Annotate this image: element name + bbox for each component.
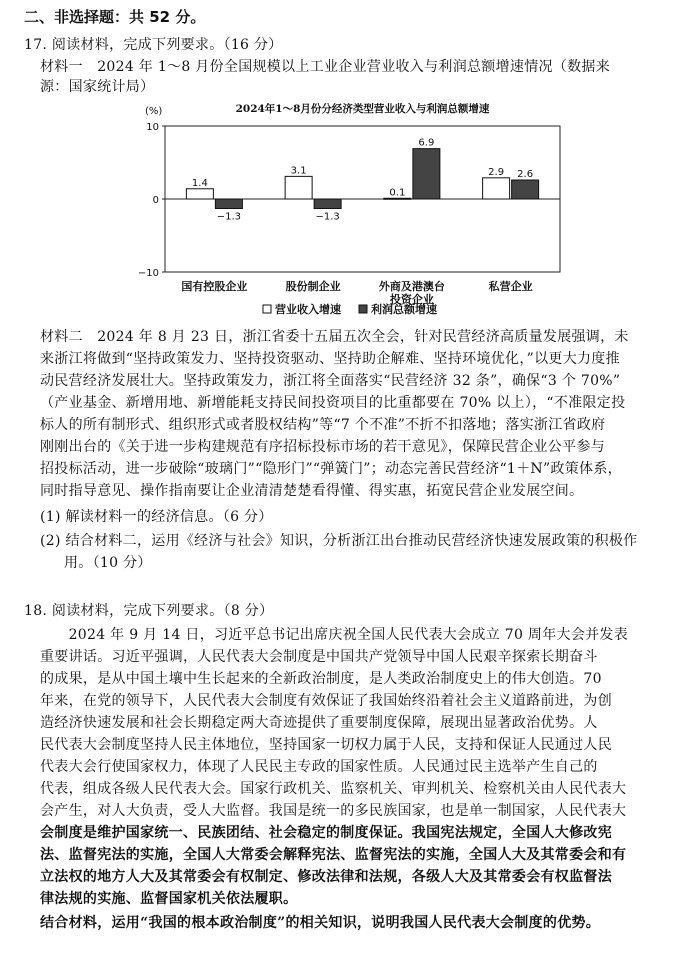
material2-line-3: 动民营经济发展壮大。坚持政策发力，浙江将全面落实“民营经济 32 条”，确保“3 个 70%” (40, 373, 621, 389)
material2-line-2: 来浙江将做到“坚持政策发力、坚持投资驱动、坚持助企解难、坚持环境优化，”以更大力度推 (40, 351, 620, 367)
q18-line-6: 民代表大会制度坚持人民主体地位，坚持国家一切权力属于人民，支持和保证人民通过人民 (40, 737, 612, 753)
material2-line-4: （产业基金、新增用地、新增能耗支持民间投资项目的比重都要在 70% 以上），“不准限定投 (40, 395, 626, 411)
material2-line-1: 材料二 2024 年 8 月 23 日，浙江省委十五届五次全会，针对民营经济高质量发展强调，未 (40, 329, 629, 345)
bar-revenue (483, 178, 510, 199)
q17-sub1: (1) 解读材料一的经济信息。（6 分） (40, 509, 273, 525)
q18-line-2: 重要讲话。习近平强调，人民代表大会制度是中国共产党领导中国人民艰辛探索长期奋斗 (40, 649, 598, 665)
material1-line-2: 源：国家统计局） (40, 79, 155, 95)
bar-revenue (186, 189, 213, 199)
y-tick-label: 10 (146, 122, 159, 133)
q18-line-12: 立法权的地方人大及其常委会有权制定、修改法律和法规，各级人大及其常委会有权监督法 (40, 869, 612, 885)
data-label: 0.1 (389, 187, 406, 199)
section-header: 二、非选择题：共 52 分。 (24, 8, 206, 26)
q18-line-3: 的成果，是从中国土壤中生长起来的全新政治制度，是人类政治制度史上的伟大创造。70 (40, 671, 602, 687)
data-label: 1.4 (191, 177, 208, 189)
bar-profit (512, 180, 539, 199)
q18-line-8: 代表，组成各级人民代表大会。国家行政机关、监察机关、审判机关、检察机关由人民代表大 (40, 781, 627, 797)
data-label: 2.9 (488, 166, 505, 178)
q17-sub2-line-1: (2) 结合材料二，运用《经济与社会》知识，分析浙江出台推动民营经济快速发展政策的积极作 (40, 533, 638, 549)
chart-title: 2024年1～8月份分经济类型营业收入与利润总额增速 (235, 103, 490, 115)
data-label: −1.3 (315, 211, 340, 223)
material2-line-7: 招投标活动，进一步破除“玻璃门”“隐形门”“弹簧门”；动态完善民营经济“1＋N”政策体系， (40, 461, 622, 477)
bar-revenue (285, 176, 312, 199)
q18-line-1: 2024 年 9 月 14 日，习近平总书记出席庆祝全国人民代表大会成立 70 周年大会并发表 (40, 627, 629, 643)
bar-profit (215, 199, 242, 208)
q18-line-5: 造经济快速发展和社会长期稳定两大奇迹提供了重要制度保障，展现出显著政治优势。人 (40, 715, 598, 731)
q18-line-4: 年来，在党的领导下，人民代表大会制度有效保证了我国始终沿着社会主义道路前进，为创 (40, 693, 612, 709)
category-label: 股份制企业 (285, 280, 341, 293)
q17-sub2-line-2: 用。（10 分） (64, 555, 152, 571)
q18-line-9: 会产生，对人大负责，受人大监督。我国是统一的多民族国家，也是单一制国家，人民代表大 (40, 803, 627, 819)
category-label: 国有控股企业 (181, 280, 248, 293)
q18-line-13: 律法规的实施、监督国家机关依法履职。 (40, 891, 298, 907)
y-axis-unit: (%) (145, 106, 163, 117)
bar-chart (135, 100, 565, 325)
y-tick-label: −10 (137, 268, 159, 279)
category-label: 私营企业 (488, 280, 533, 293)
material1-line-1: 材料一 2024 年 1～8 月份全国规模以上工业企业营业收入与利润总额增速情况（数据来 (40, 59, 610, 75)
data-label: 3.1 (290, 165, 307, 177)
data-label: 6.9 (418, 137, 435, 149)
q18-line-7: 代表大会行使国家权力，体现了人民民主专政的国家性质。人民通过民主选举产生自己的 (40, 759, 598, 775)
legend-label: 营业收入增速 (275, 303, 341, 316)
data-label: −1.3 (216, 211, 242, 223)
q18-line-10: 会制度是维护国家统一、民族团结、社会稳定的制度保证。我国宪法规定，全国人大修改宪 (40, 825, 612, 841)
material2-line-6: 刚刚出台的《关于进一步构建规范有序招标投标市场的若干意见》，保障民营企业公平参与 (40, 439, 605, 455)
legend-swatch (263, 305, 271, 313)
bar-revenue (384, 198, 411, 199)
q18-heading: 18. 阅读材料，完成下列要求。（8 分） (24, 603, 274, 619)
q17-heading: 17. 阅读材料，完成下列要求。（16 分） (24, 37, 283, 53)
legend-swatch (359, 305, 367, 313)
y-tick-label: 0 (152, 195, 159, 206)
material2-line-5: 标人的所有制形式、组织形式或者股权结构”等“7 个不准”不折不扣落地；落实浙江省政府 (40, 417, 606, 433)
bar-profit (413, 149, 440, 199)
material2-line-8: 同时指导意见、操作指南要让企业清清楚楚看得懂、得实惠，拓宽民营企业发展空间。 (40, 483, 584, 499)
q18-line-11: 法、监督宪法的实施，全国人大常委会解释宪法、监督宪法的实施，全国人大及其常委会和有 (40, 847, 627, 863)
data-label: 2.6 (517, 169, 534, 181)
bar-profit (314, 199, 341, 208)
category-label: 外商及港澳台 (378, 280, 445, 293)
legend-label: 利润总额增速 (371, 303, 437, 316)
category-label: 投资企业 (389, 293, 434, 306)
q18-task: 结合材料，运用“我国的根本政治制度”的相关知识，说明我国人民代表大会制度的优势。 (40, 915, 601, 931)
